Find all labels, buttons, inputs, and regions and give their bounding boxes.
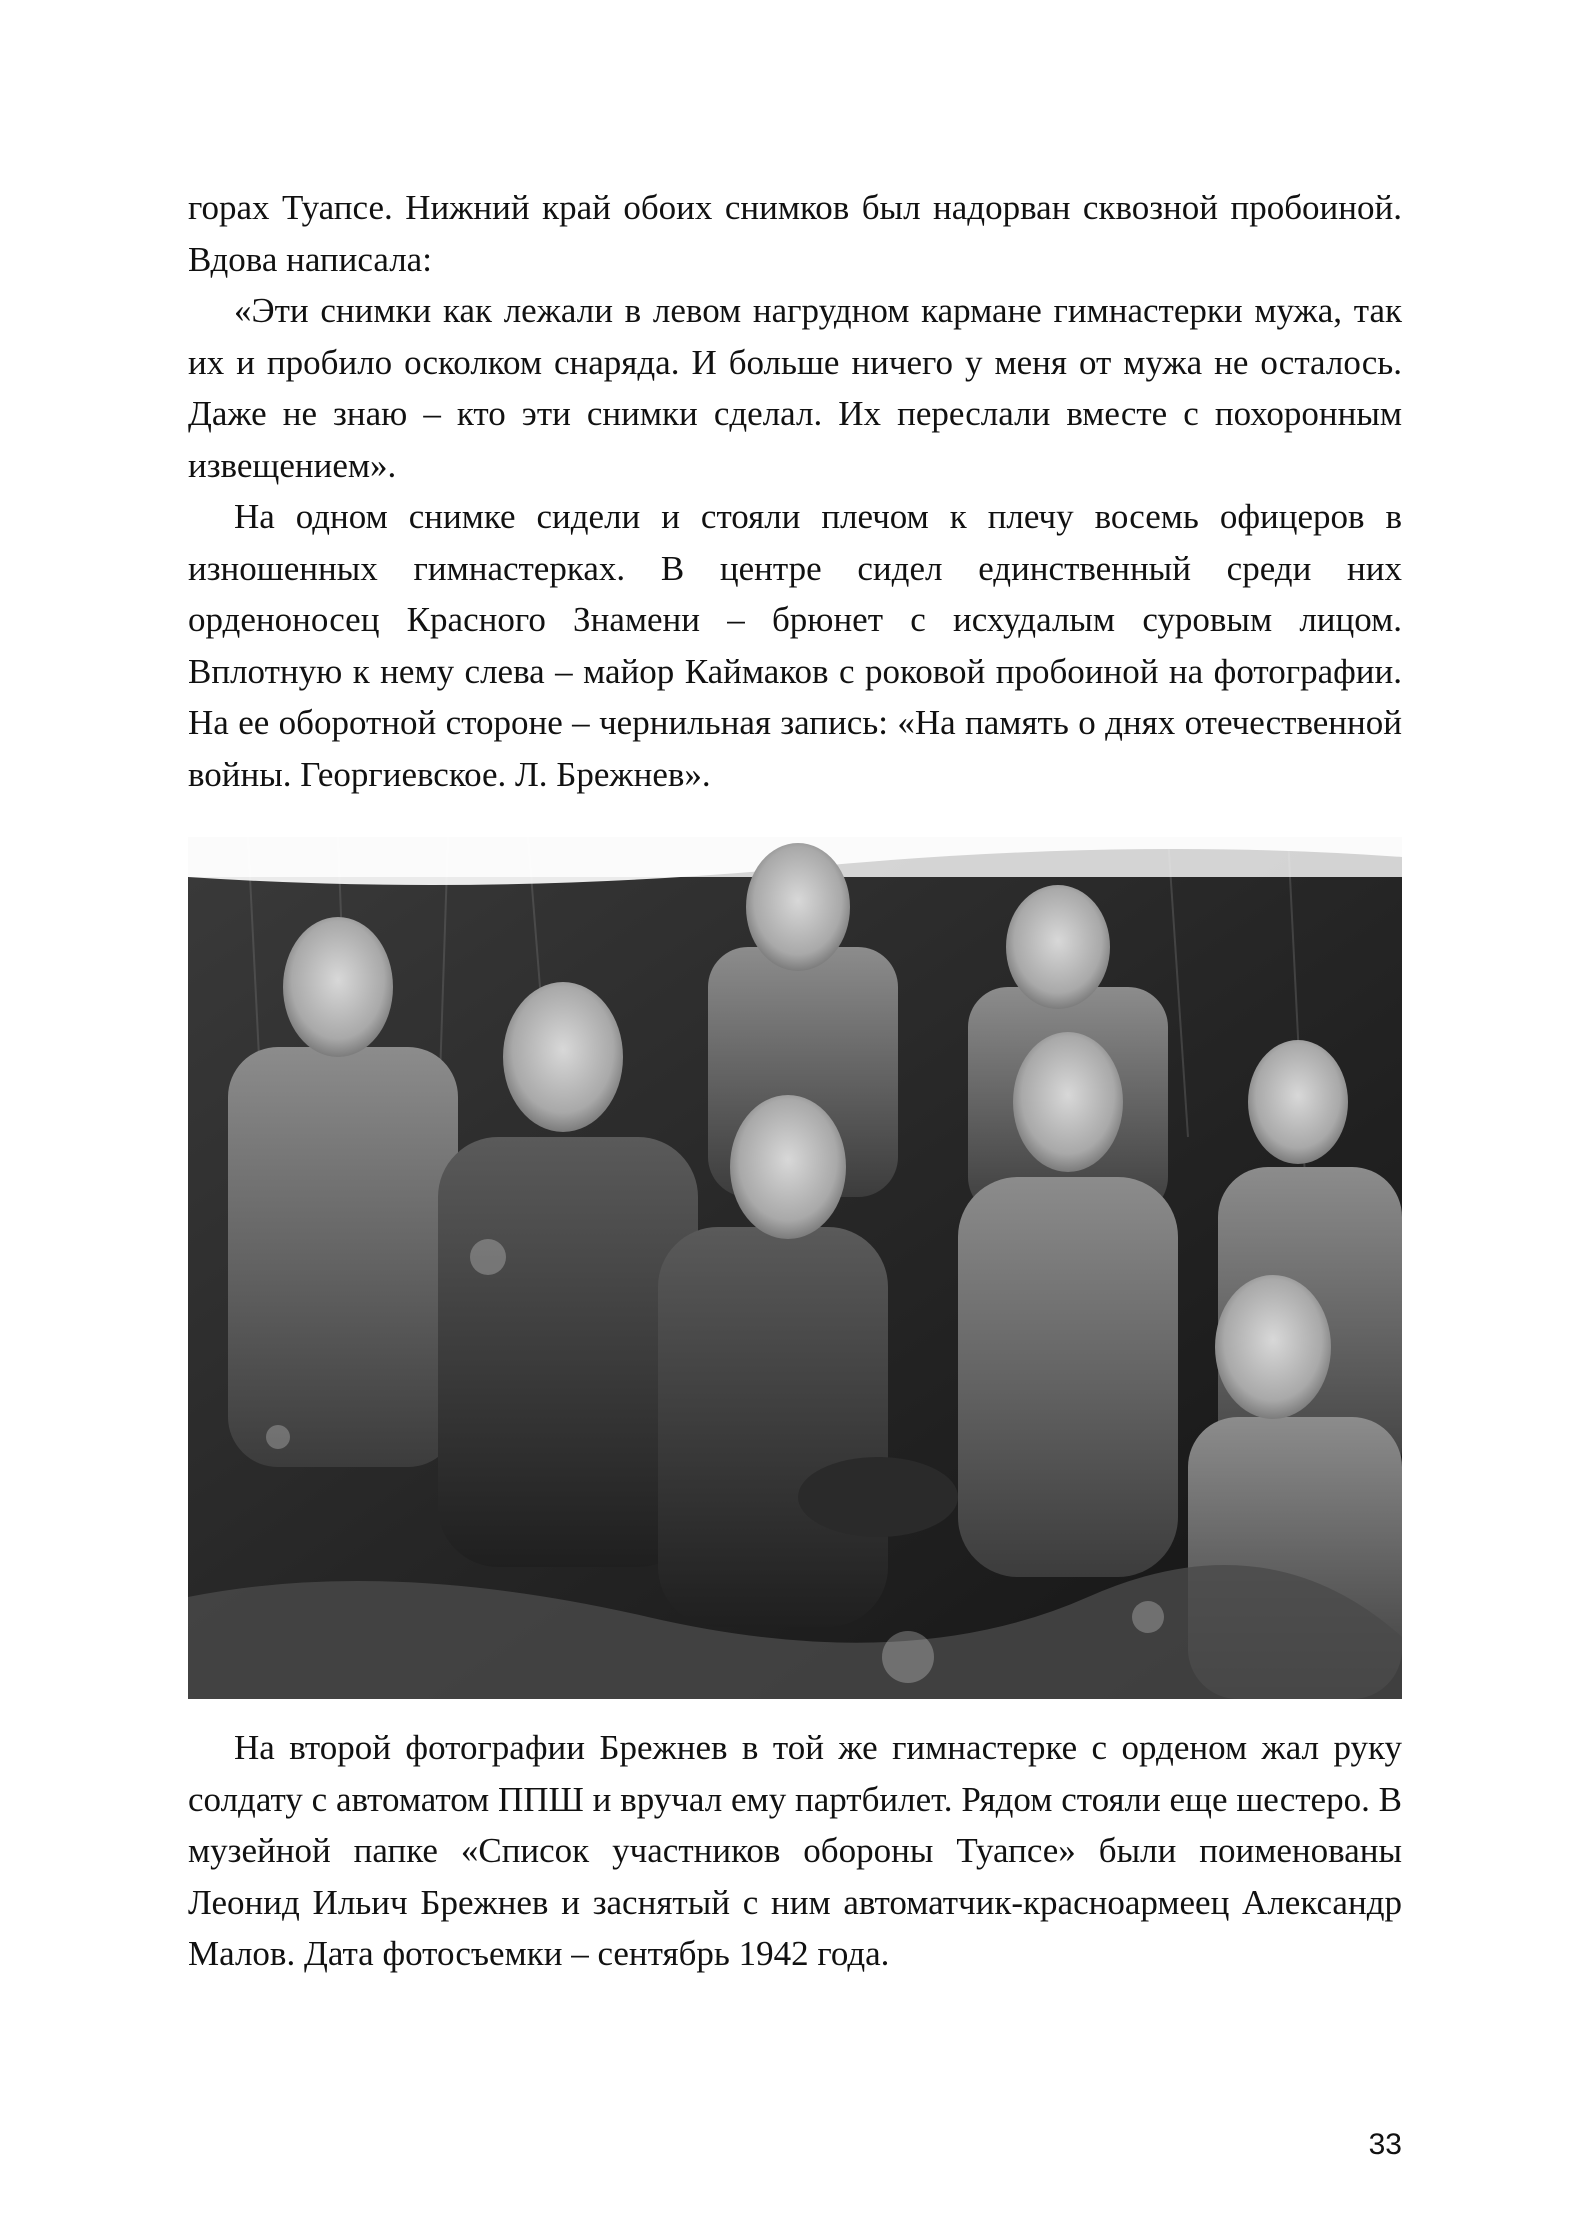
paragraph-4: На второй фотографии Брежнев в той же гимнастерке с орденом жал руку солдату с автоматом ППШ и вручал ему партбилет. Рядом стояли еще шестеро. В музейной папке «Список участников обороны Туапсе» были поименованы Леонид Ильич Брежнев и заснятый с ним автоматчик-красноармеец Александр Малов. Дата фотосъемки – сентябрь 1942 года.	[188, 1728, 1402, 1973]
paragraph-3: На одном снимке сидели и стояли плечом к плечу восемь офицеров в изношенных гимнастерках. В центре сидел единственный среди них орденоносец Красного Знамени – брюнет с исхудалым суровым лицом. Вплотную к нему слева – майор Каймаков с роковой пробоиной на фотографии. На ее оборотной стороне – чернильная запись: «На память о днях отечественной войны. Георгиевское. Л. Брежнев».	[188, 497, 1402, 794]
top-text-block	[188, 182, 1402, 800]
paragraph-1: горах Туапсе. Нижний край обоих снимков был надорван сквозной пробоиной. Вдова написала:	[188, 188, 1402, 279]
group-photo	[188, 837, 1402, 1699]
paragraph-2: «Эти снимки как лежали в левом нагрудном кармане гимнастерки мужа, так их и пробило осколком снаряда. И больше ничего у меня от мужа не осталось. Даже не знаю – кто эти снимки сделал. Их переслали вместе с похоронным извещением».	[188, 291, 1402, 485]
bottom-text-block	[188, 1722, 1402, 1980]
page-number: 33	[1368, 2128, 1402, 2161]
group-photo-illustration	[188, 837, 1402, 1699]
